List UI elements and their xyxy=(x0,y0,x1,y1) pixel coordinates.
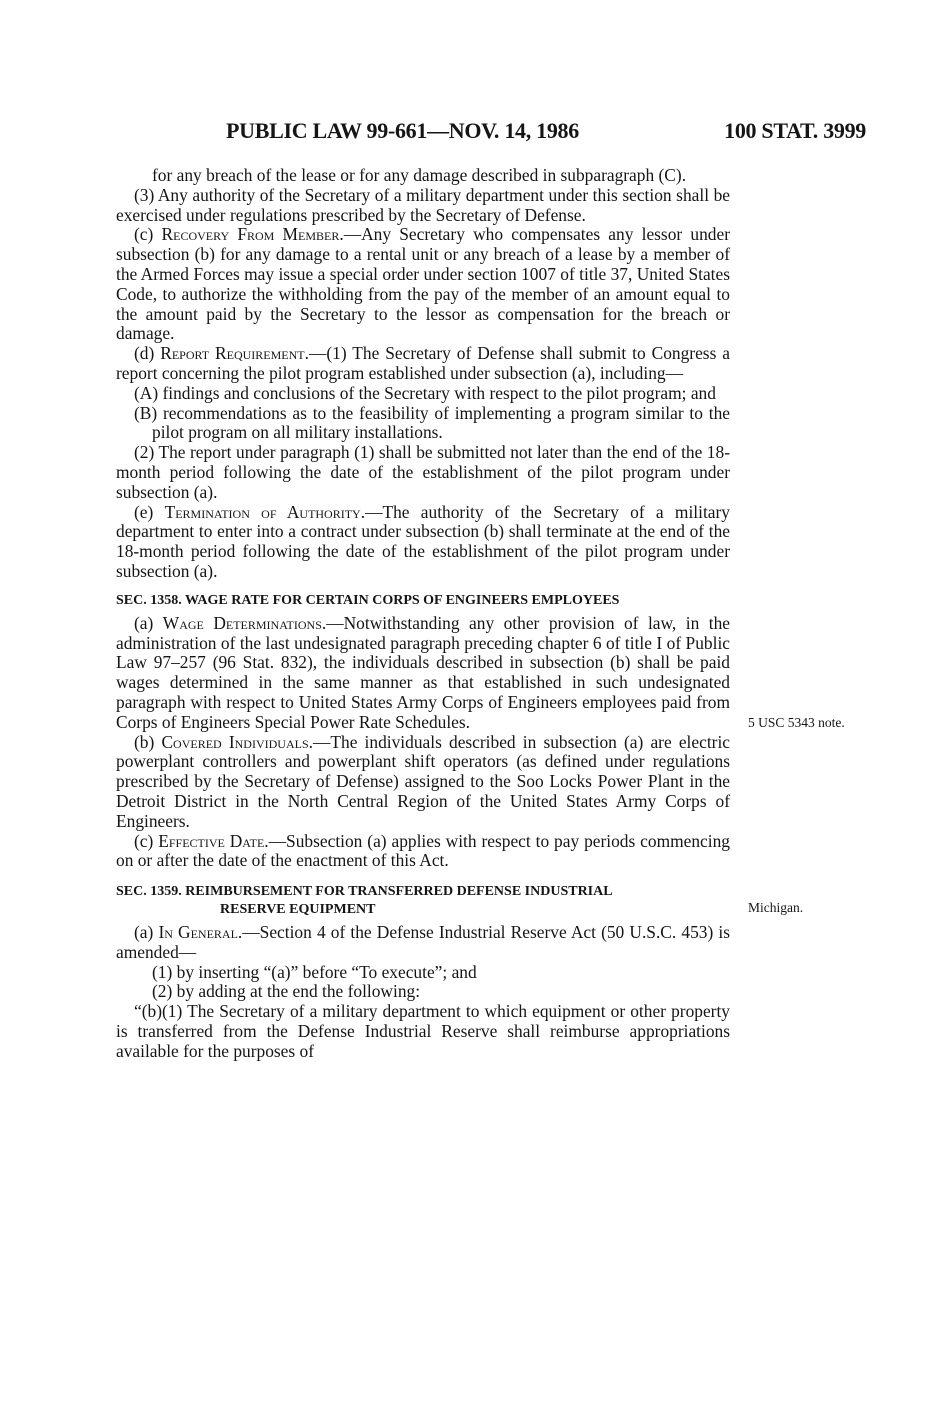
subsection-text: —Section 4 of the Defense Industrial Reserve Act (50 U.S.C. 453) is amended— xyxy=(116,922,730,962)
subsection-heading: Report Requirement. xyxy=(160,343,309,364)
subsection-text: —Notwithstanding any other provision of law, in the administration of the last undesignated paragraph preceding chapter 6 of title I of Public Law 97–257 (96 Stat. 832), the individuals described in subsection (b) shall be paid wages determined in the same manner as that established in such undesignated paragraph with respect to United States Army Corps of Engineers employees paid from Corps of Engineers Special Power Rate Schedules. xyxy=(116,612,730,732)
amendment-item-1: (1) by inserting “(a)” before “To execute”; and xyxy=(152,961,477,982)
subsection-label: (a) xyxy=(134,922,159,943)
header-stat-page: 100 STAT. 3999 xyxy=(724,118,866,143)
subsection-label: (e) xyxy=(134,501,165,522)
subsection-heading: Termination of Authority. xyxy=(164,501,366,522)
section-1358-subsection-a xyxy=(116,614,730,733)
subsection-heading: In General. xyxy=(158,922,243,943)
subsection-e-termination xyxy=(116,503,730,582)
section-1358-subsection-b xyxy=(116,733,730,832)
clause-a-findings: (A) findings and conclusions of the Secretary with respect to the pilot program; and xyxy=(134,382,716,403)
section-1359-heading xyxy=(116,883,730,919)
document-body xyxy=(116,166,730,1062)
paragraph-breach-continuation: for any breach of the lease or for any damage described in subparagraph (C). xyxy=(152,165,687,185)
subsection-text: —Any Secretary who compensates any lessor under subsection (b) for any damage to a rental unit or any breach of a lease by a member of the Armed Forces may issue a special order under section 1007 of title 37, United States Code, to authorize the withholding from the pay of the member of an amount equal to the amount paid by the Secretary to the lessor as compensation for the breach or damage. xyxy=(116,224,730,344)
subsection-heading: Recovery From Member. xyxy=(161,224,344,245)
margin-note-usc: 5 USC 5343 note. xyxy=(748,715,845,730)
subsection-heading: Covered Individuals. xyxy=(161,731,313,752)
subsection-c-recovery xyxy=(116,225,730,344)
subsection-label: (c) xyxy=(134,830,159,851)
margin-note-michigan: Michigan. xyxy=(748,900,804,915)
subsection-text: —(1) The Secretary of Defense shall submit to Congress a report concerning the pilot program established under subsection (a), including— xyxy=(116,343,730,383)
paragraph-report-deadline: (2) The report under paragraph (1) shall be submitted not later than the end of the 18-month period following the date of the establishment of the pilot program under subsection (a). xyxy=(116,442,730,502)
quoted-amendment-text: “(b)(1) The Secretary of a military department to which equipment or other property is transferred from the Defense Industrial Reserve shall reimburse appropriations available for the purposes of xyxy=(116,1001,730,1061)
clause-b-recommendations: (B) recommendations as to the feasibility of implementing a program similar to the pilot program on all military installations. xyxy=(134,402,730,443)
subsection-label: (b) xyxy=(134,731,162,752)
section-1358-subsection-c xyxy=(116,832,730,872)
subsection-text: —The authority of the Secretary of a military department to enter into a contract under subsection (b) shall terminate at the end of the 18-month period following the date of the establishment of the pilot program under subsection (a). xyxy=(116,501,730,581)
subsection-heading: Wage Determinations. xyxy=(162,612,327,633)
section-1358-heading: SEC. 1358. WAGE RATE FOR CERTAIN CORPS OF ENGINEERS EMPLOYEES xyxy=(116,592,620,608)
paragraph-authority-regulations: (3) Any authority of the Secretary of a military department under this section shall be exercised under regulations prescribed by the Secretary of Defense. xyxy=(116,184,730,225)
section-heading-line-2: RESERVE EQUIPMENT xyxy=(220,902,376,918)
header-citation: PUBLIC LAW 99-661—NOV. 14, 1986 xyxy=(226,118,579,143)
subsection-d-report xyxy=(116,344,730,384)
subsection-text: —The individuals described in subsection (a) are electric powerplant controllers and powerplant shift operators (as defined under regulations prescribed by the Secretary of Defense) assigned to the Soo Locks Power Plant in the Detroit District in the North Central Region of the United States Army Corps of Engineers. xyxy=(116,731,730,831)
subsection-label: (d) xyxy=(134,343,161,364)
subsection-label: (a) xyxy=(134,612,163,633)
subsection-heading: Effective Date. xyxy=(158,830,269,851)
subsection-text: —Subsection (a) applies with respect to pay periods commencing on or after the date of the enactment of this Act. xyxy=(116,830,730,871)
section-1359-subsection-a xyxy=(116,923,730,963)
section-heading-line-1: SEC. 1359. REIMBURSEMENT FOR TRANSFERRED DEFENSE INDUSTRIAL xyxy=(116,884,613,900)
subsection-label: (c) xyxy=(134,224,162,245)
amendment-item-2: (2) by adding at the end the following: xyxy=(152,981,421,1002)
